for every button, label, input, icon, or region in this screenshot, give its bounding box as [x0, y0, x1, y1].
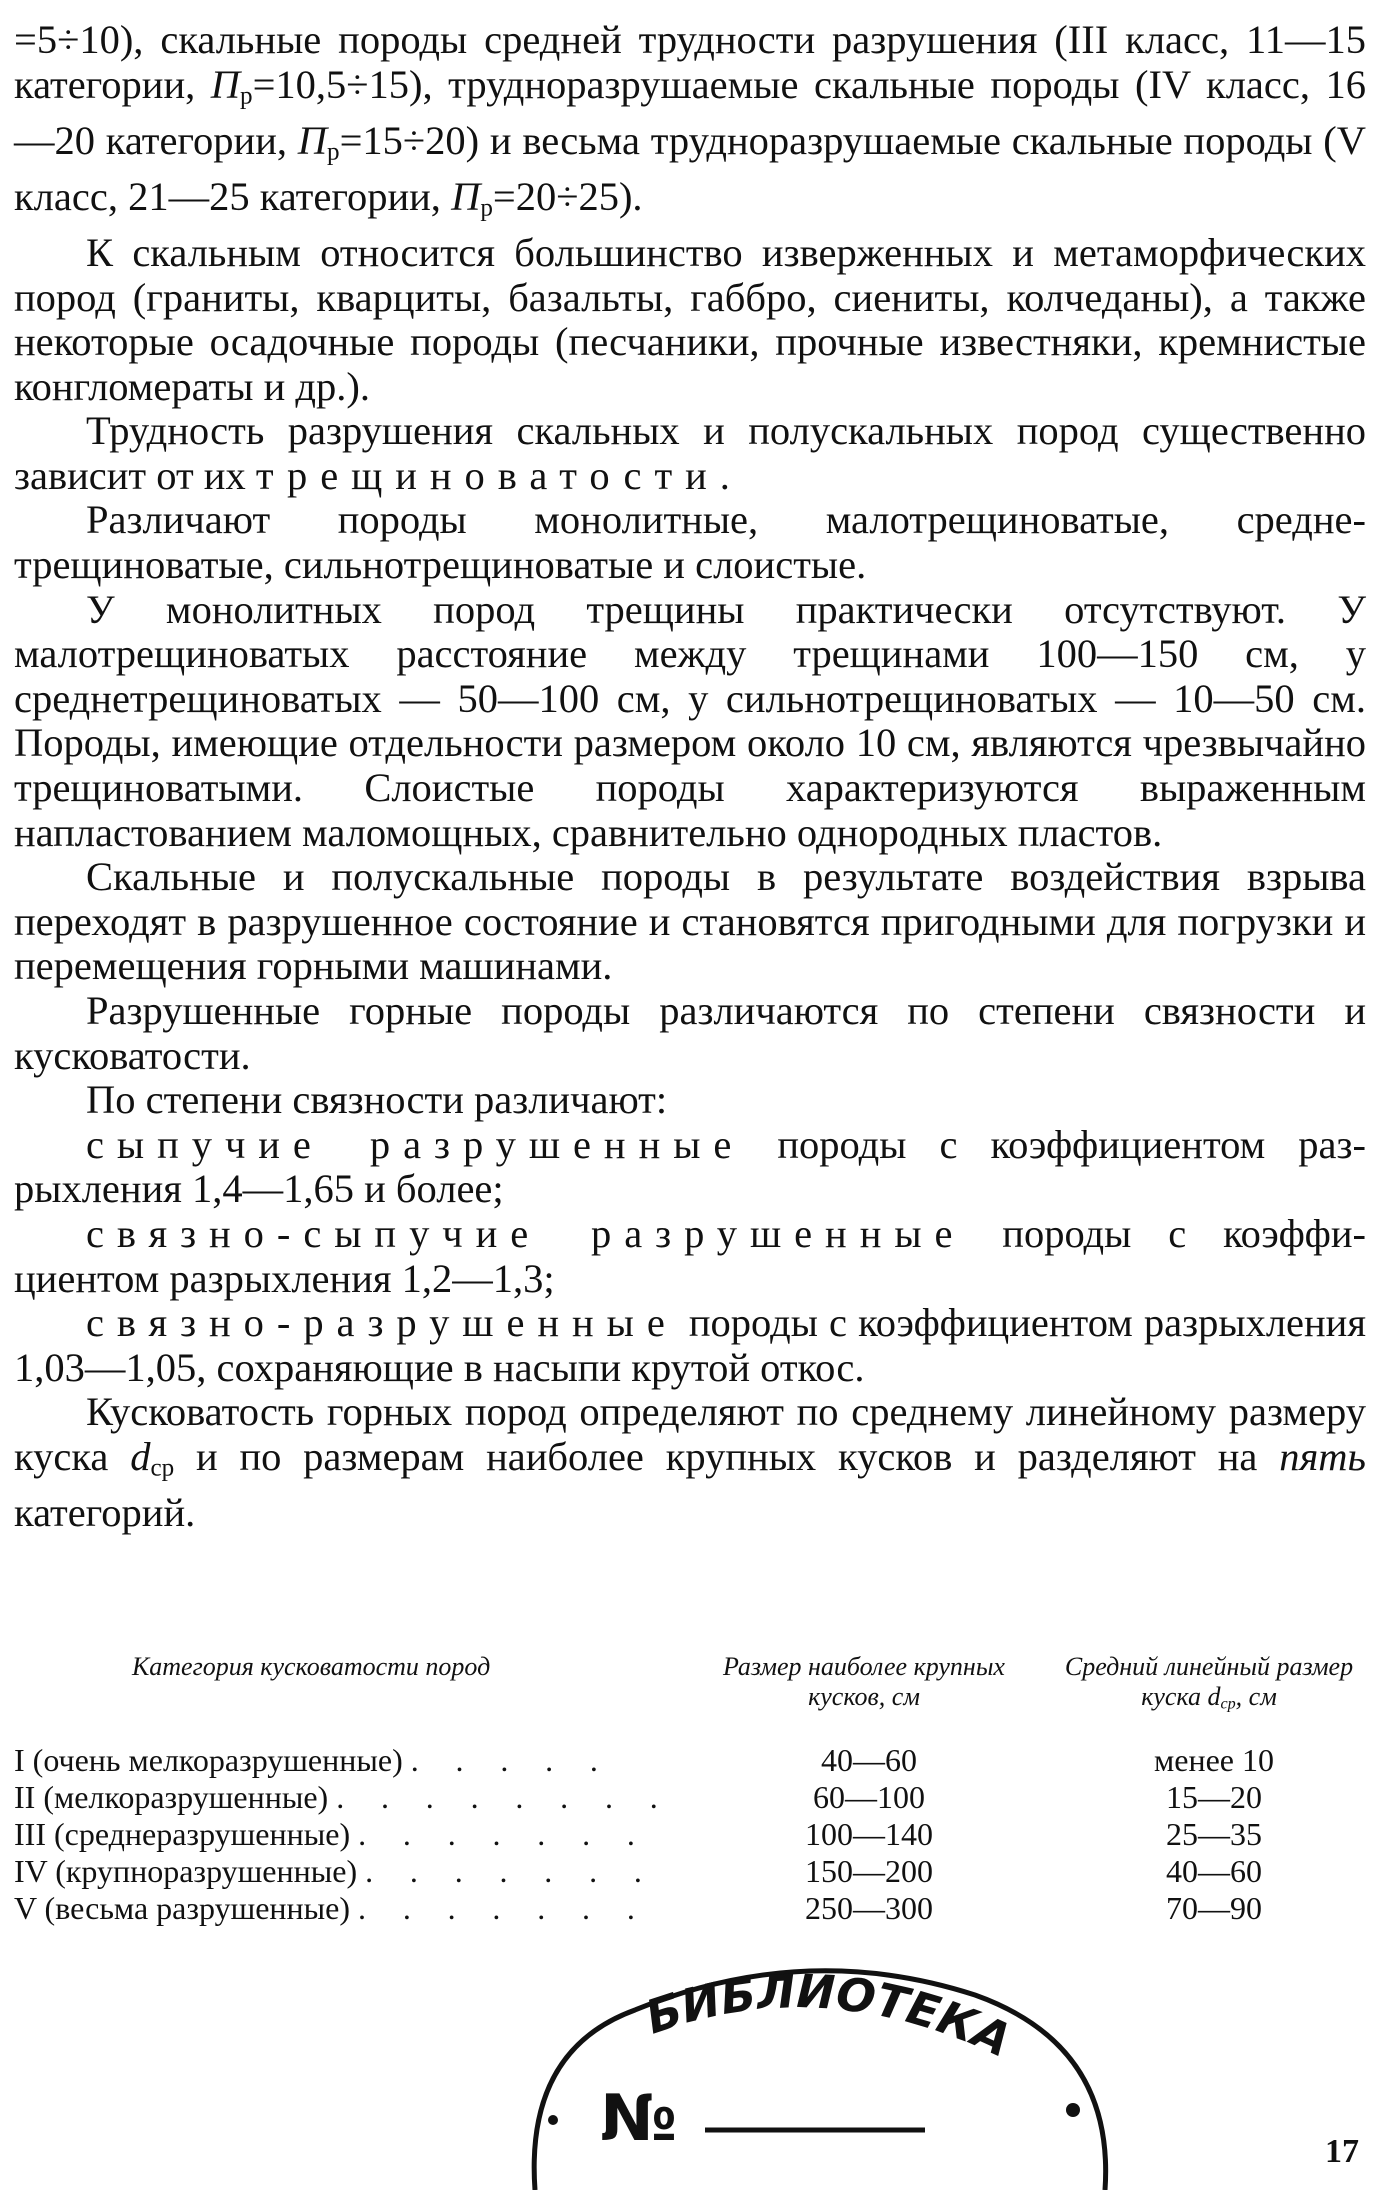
text-run: =20÷25).: [492, 173, 643, 219]
cell-max-size: 250—300: [805, 1890, 933, 1926]
category-label: IV (крупноразрушенные): [14, 1853, 358, 1889]
cell-category: [14, 1742, 714, 1779]
cell-category: [14, 1890, 714, 1927]
stamp-title-path: БИБЛИОТЕКА: [638, 1963, 1020, 2068]
text-run: породы с коэффициентом разрыхления 1,2—1,3;: [14, 1210, 1366, 1301]
table-row: [14, 1742, 1366, 1779]
cell-category: [14, 1779, 714, 1816]
paragraph-5: У монолитных пород трещины практически отсутствуют. У малотрещиноватых расстояние между трещинами 100—150 см, у среднетрещиноватых — 50—100 см, у сильнотрещиноватых — 10—50 см. Породы, имеющие отдельности размером около 10 см, являются чрезвычайно трещиноватыми. Слоистые породы характеризуются выраженным напластованием маломощных, сравнительно однородных пластов.: [14, 586, 1366, 855]
category-label: III (среднеразрушенные): [14, 1816, 351, 1852]
stamp-title: [639, 1964, 1020, 2068]
category-table: [14, 1652, 1366, 1927]
subscript: р: [327, 138, 340, 166]
text-run: .: [719, 452, 730, 498]
symbol: П: [210, 61, 241, 107]
page-number: 17: [1325, 2133, 1359, 2170]
leader-dots: . . . . . . .: [358, 1890, 650, 1926]
cell-category: [14, 1853, 714, 1890]
text-run: категорий.: [14, 1490, 196, 1536]
text-run: =10,5÷15), трудноразрушаемые скальные породы (IV класс, 16—20 категории,: [14, 61, 1366, 163]
cell-mean-size: 40—60: [1166, 1853, 1262, 1889]
category-label: II (мелкоразрушенные): [14, 1779, 329, 1815]
stamp-dot: [1066, 2103, 1080, 2117]
header-text: Средний линейный размер куска d: [1064, 1652, 1354, 1711]
text-run: и по размерам наиболее крупных кусков и разделяют на: [174, 1433, 1280, 1479]
paragraph-9: [14, 1123, 1366, 1212]
paragraph-1: [14, 18, 1366, 231]
leader-dots: . . . . . . .: [365, 1853, 657, 1889]
page-body: [14, 18, 1366, 1536]
symbol: d: [130, 1433, 151, 1479]
symbol: П: [297, 117, 328, 163]
cell-max-size: 100—140: [805, 1816, 933, 1852]
cell-mean-size: 25—35: [1166, 1816, 1262, 1852]
paragraph-12: [14, 1390, 1366, 1535]
table-row: [14, 1816, 1366, 1853]
paragraph-4: Различают породы монолитные, малотрещиноватые, среднетрещиноватые, сильнотрещиноватые и слоистые.: [14, 497, 1366, 588]
text-run: =5÷10), скальные породы средней трудности разрушения (III класс, 11—15 категории,: [14, 17, 1366, 107]
subscript: ср: [1220, 1695, 1236, 1713]
paragraph-7: Разрушенные горные породы различаются по степени связности и кусковатости.: [14, 988, 1366, 1078]
leader-dots: . . . . .: [410, 1742, 613, 1778]
cell-max-size: 150—200: [805, 1853, 933, 1889]
header-text: , см: [1235, 1682, 1277, 1711]
header-max-size: Размер наиболее крупных кусков, см: [723, 1652, 1005, 1711]
symbol: П: [451, 173, 481, 219]
paragraph-2: К скальным относится большинство изверженных и метаморфических пород (граниты, кварциты, базальты, габбро, сиениты, колчеданы), а также некоторые осадочные породы (песчаники, прочные известняки, кремнистые конгломераты и др.).: [14, 229, 1366, 409]
category-label: V (весьма разрушенные): [14, 1890, 351, 1926]
header-category: Категория кусковатости пород: [132, 1652, 491, 1681]
subscript: ср: [150, 1454, 175, 1482]
library-stamp: [505, 1940, 1145, 2190]
emphasis-spaced: сыпучие разрушенные: [86, 1121, 745, 1167]
emphasis-spaced: связно-разрушенные: [86, 1300, 678, 1346]
category-label: I (очень мелкоразрушенные): [14, 1742, 403, 1778]
stamp-number-sign: №: [600, 2082, 677, 2156]
cell-mean-size: менее 10: [1154, 1742, 1274, 1778]
paragraph-6: Скальные и полускальные породы в результате воздействия взрыва переходят в разрушенное состояние и становятся пригодными для погрузки и перемещения горными машинами.: [14, 854, 1366, 989]
table-row: [14, 1890, 1366, 1927]
subscript: р: [480, 194, 493, 222]
stamp-dot: [548, 2115, 558, 2125]
text-run: =15÷20) и весьма трудноразрушаемые скальные породы (V класс, 21—25 категории,: [14, 117, 1366, 219]
cell-category: [14, 1816, 714, 1853]
table-header: [14, 1652, 1366, 1742]
emphasis-spaced: связно-сыпучие разрушенные: [86, 1210, 966, 1256]
text-run: породы с коэффициентом разрыхления 1,03—1,05, сохраняющие в насыпи крутой откос.: [14, 1300, 1366, 1390]
emphasis-spaced: трещиноватости: [255, 452, 720, 498]
cell-max-size: 60—100: [813, 1779, 925, 1815]
paragraph-10: [14, 1212, 1366, 1301]
table-row: [14, 1779, 1366, 1816]
header-mean-size: [1054, 1652, 1364, 1720]
emphasis-italic: пять: [1279, 1433, 1366, 1479]
cell-mean-size: 70—90: [1166, 1890, 1262, 1926]
leader-dots: . . . . . . .: [358, 1816, 650, 1852]
cell-mean-size: 15—20: [1166, 1779, 1262, 1815]
paragraph-11: [14, 1301, 1366, 1390]
text-run: Кусковатость горных пород определяют по среднему линейному размеру куска: [14, 1389, 1366, 1479]
cell-max-size: 40—60: [821, 1742, 917, 1778]
text-run: породы с коэффициентом разрыхления 1,4—1,65 и более;: [14, 1121, 1366, 1212]
leader-dots: . . . . . . . .: [336, 1779, 673, 1815]
table-row: [14, 1853, 1366, 1890]
subscript: р: [240, 82, 253, 110]
paragraph-8: По степени связности различают:: [86, 1077, 668, 1123]
text-run: Трудность разрушения скальных и полускальных пород существенно зависит от их: [14, 408, 1366, 498]
paragraph-3: [14, 409, 1366, 498]
